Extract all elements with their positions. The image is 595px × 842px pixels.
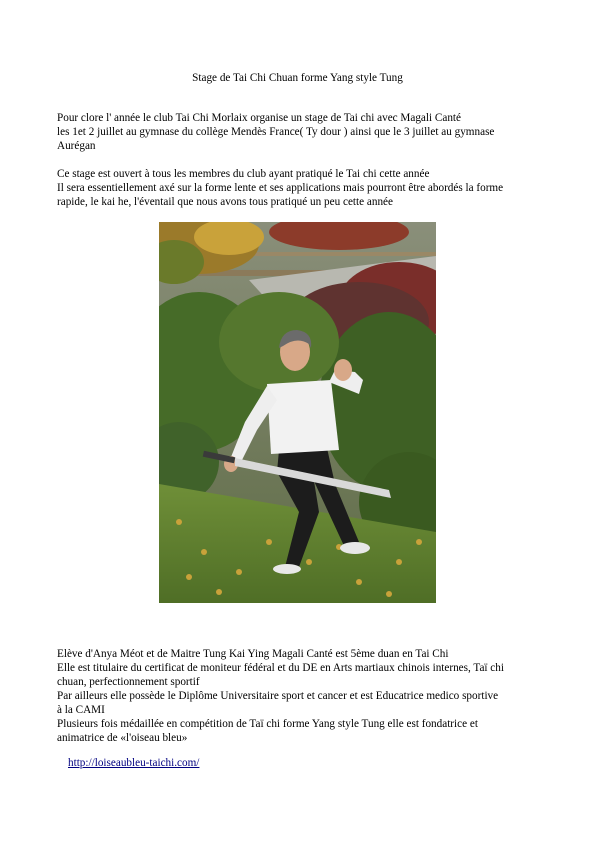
page-title: Stage de Tai Chi Chuan forme Yang style Tung [192,72,403,84]
bio-line: Plusieurs fois médaillée en compétition de Taï chi forme Yang style Tung elle est fondatrice et [57,718,478,730]
website-link[interactable]: http://loiseaubleu-taichi.com/ [68,757,200,769]
bio-line: animatrice de «l'oiseau bleu» [57,732,188,744]
intro-line: les 1et 2 juillet au gymnase du collège Mendès France( Ty dour ) ainsi que le 3 juillet au gymnase [57,126,495,138]
tai-chi-photo [159,222,436,603]
details-line: Il sera essentiellement axé sur la forme lente et ses applications mais pourront être abordés la forme [57,182,504,194]
details-line: rapide, le kai he, l'éventail que nous avons tous pratiqué un peu cette année [57,196,393,208]
bio-line: Par ailleurs elle possède le Diplôme Universitaire sport et cancer et est Educatrice medico sportive [57,690,499,702]
intro-line: Pour clore l' année le club Tai Chi Morlaix organise un stage de Tai chi avec Magali Canté [57,112,462,124]
tai-chi-photo-illustration [159,222,436,603]
details-line: Ce stage est ouvert à tous les membres du club ayant pratiqué le Tai chi cette année [57,168,430,180]
bio-line: Elève d'Anya Méot et de Maitre Tung Kai Ying Magali Canté est 5ème duan en Tai Chi [57,648,449,660]
intro-line: Aurégan [57,140,96,152]
bio-line: Elle est titulaire du certificat de moniteur fédéral et du DE en Arts martiaux chinois internes, Taï chi [57,662,504,674]
bio-line: à la CAMI [57,704,105,716]
bio-line: chuan, perfectionnement sportif [57,676,200,688]
